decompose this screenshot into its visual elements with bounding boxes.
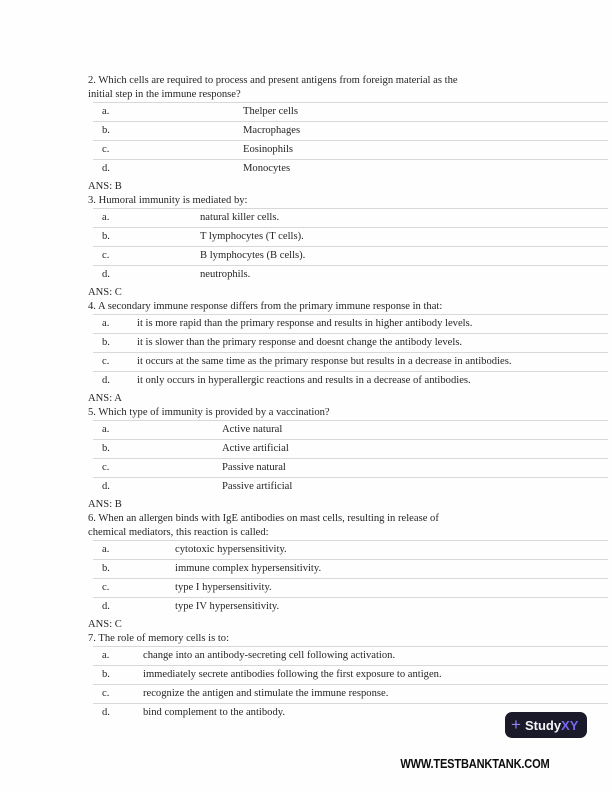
question-text: 5. Which type of immunity is provided by a vaccination? [88, 407, 330, 418]
option-letter: b. [102, 563, 110, 574]
option-text: Macrophages [243, 125, 301, 136]
option-text: T lymphocytes (T cells). [200, 231, 304, 242]
option-text: it is slower than the primary response and doesnt change the antibody levels. [137, 337, 463, 348]
option-row [93, 160, 608, 178]
options-table [93, 420, 608, 496]
question-block [88, 300, 608, 405]
option-letter: c. [102, 144, 110, 155]
option-letter: b. [102, 443, 110, 454]
question-text: 7. The role of memory cells is to: [88, 633, 230, 644]
option-letter: c. [102, 582, 110, 593]
question-block [88, 632, 608, 722]
answer-line: ANS: A [88, 393, 122, 404]
option-text: Monocytes [243, 163, 291, 174]
option-row [93, 598, 608, 616]
option-text: Active natural [222, 424, 283, 435]
option-row [93, 685, 608, 704]
option-letter: c. [102, 462, 110, 473]
options-table [93, 102, 608, 178]
option-text: it only occurs in hyperallergic reactions and results in a decrease of antibodies. [137, 375, 471, 386]
brand-name-accent: XY [561, 717, 579, 733]
options-table [93, 646, 608, 722]
option-row [93, 141, 608, 160]
option-text: Eosinophils [243, 144, 294, 155]
option-text: Passive artificial [222, 481, 293, 492]
option-row [93, 266, 608, 284]
option-letter: b. [102, 337, 110, 348]
option-row [93, 353, 608, 372]
question-text: 3. Humoral immunity is mediated by: [88, 195, 248, 206]
option-letter: d. [102, 269, 110, 280]
brand-name [525, 718, 578, 733]
option-letter: d. [102, 375, 110, 386]
question-text: 6. When an allergen binds with IgE antibodies on mast cells, resulting in release of chemical mediators, this reaction is called: [88, 513, 439, 538]
options-table [93, 540, 608, 616]
options-table [93, 314, 608, 390]
option-row [93, 334, 608, 353]
option-text: natural killer cells. [200, 212, 280, 223]
option-letter: b. [102, 669, 110, 680]
answer-line: ANS: B [88, 499, 122, 510]
option-row [93, 228, 608, 247]
option-letter: a. [102, 650, 110, 661]
questions-container [88, 74, 608, 722]
option-text: B lymphocytes (B cells). [200, 250, 306, 261]
question-block [88, 512, 608, 631]
option-row [93, 459, 608, 478]
option-row [93, 421, 608, 440]
option-row [93, 247, 608, 266]
option-letter: b. [102, 125, 110, 136]
option-text: bind complement to the antibody. [143, 707, 286, 718]
question-block [88, 74, 608, 193]
option-text: recognize the antigen and stimulate the immune response. [143, 688, 389, 699]
option-letter: d. [102, 601, 110, 612]
option-text: change into an antibody-secreting cell following activation. [143, 650, 396, 661]
option-letter: b. [102, 231, 110, 242]
option-row [93, 579, 608, 598]
option-row [93, 647, 608, 666]
option-text: immediately secrete antibodies following the first exposure to antigen. [143, 669, 442, 680]
option-row [93, 440, 608, 459]
option-letter: d. [102, 163, 110, 174]
question-block [88, 406, 608, 511]
option-letter: d. [102, 481, 110, 492]
option-text: immune complex hypersensitivity. [175, 563, 322, 574]
option-row [93, 666, 608, 685]
option-row [93, 560, 608, 579]
option-row [93, 103, 608, 122]
option-text: neutrophils. [200, 269, 251, 280]
option-text: type I hypersensitivity. [175, 582, 272, 593]
question-text: 2. Which cells are required to process and present antigens from foreign material as the initial step in the immune response? [88, 75, 458, 100]
option-letter: a. [102, 106, 110, 117]
option-text: Passive natural [222, 462, 286, 473]
question-block [88, 194, 608, 299]
answer-line: ANS: C [88, 619, 122, 630]
brand-name-primary: Study [524, 717, 562, 733]
option-row [93, 372, 608, 390]
option-letter: a. [102, 424, 110, 435]
option-letter: c. [102, 688, 110, 699]
option-row [93, 122, 608, 141]
option-text: Thelper cells [243, 106, 299, 117]
studyxy-logo-badge [505, 712, 587, 738]
option-text: Active artificial [222, 443, 289, 454]
option-row [93, 541, 608, 560]
plus-icon: + [511, 714, 521, 734]
option-text: cytotoxic hypersensitivity. [175, 544, 287, 555]
option-letter: a. [102, 544, 110, 555]
website-url-text: WWW.TESTBANKTANK.COM [400, 756, 550, 771]
option-text: it occurs at the same time as the primary response but results in a decrease in antibodies. [137, 356, 512, 367]
option-text: it is more rapid than the primary response and results in higher antibody levels. [137, 318, 473, 329]
option-row [93, 315, 608, 334]
option-letter: d. [102, 707, 110, 718]
options-table [93, 208, 608, 284]
option-letter: a. [102, 212, 110, 223]
option-text: type IV hypersensitivity. [175, 601, 280, 612]
answer-line: ANS: B [88, 181, 122, 192]
option-row [93, 209, 608, 228]
option-row [93, 478, 608, 496]
option-letter: c. [102, 250, 110, 261]
question-text: 4. A secondary immune response differs from the primary immune response in that: [88, 301, 443, 312]
answer-line: ANS: C [88, 287, 122, 298]
option-letter: a. [102, 318, 110, 329]
option-letter: c. [102, 356, 110, 367]
